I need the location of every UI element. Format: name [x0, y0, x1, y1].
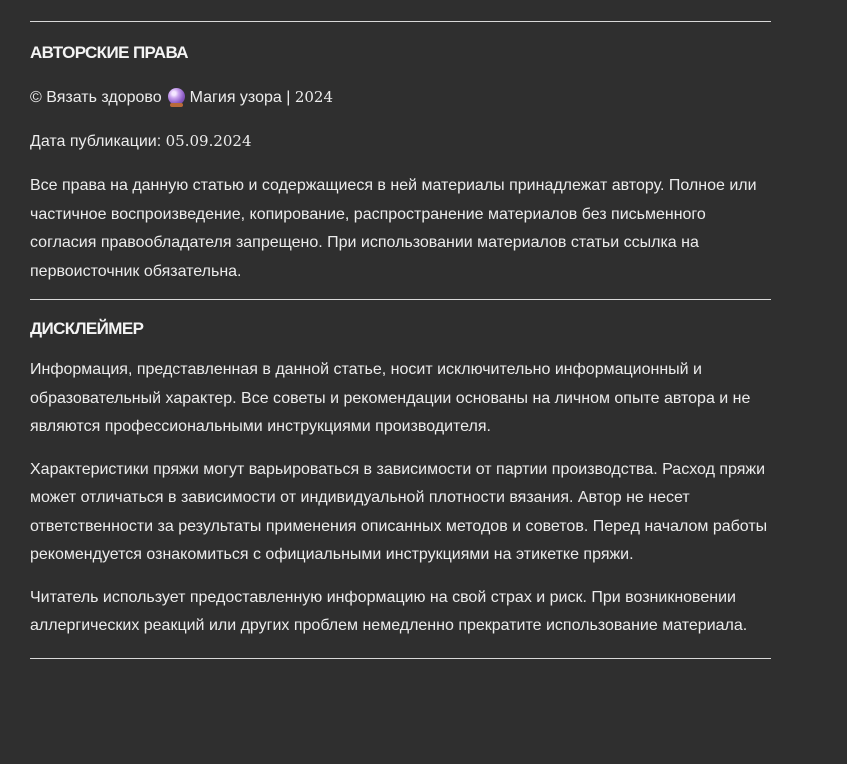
- crystal-ball-icon: [168, 88, 185, 105]
- brand-name: Магия узора: [189, 89, 282, 106]
- disclaimer-section: [30, 318, 771, 641]
- copyright-section: [30, 42, 771, 286]
- disclaimer-paragraph: Читатель использует предоставленную информацию на свой страх и риск. При возникновении аллергических реакций или других проблем немедленно прекратите использование материала.: [30, 588, 748, 634]
- disclaimer-paragraph: Характеристики пряжи могут варьироваться в зависимости от партии производства. Расход пряжи может отличаться в зависимости от индивидуальной плотности вязания. Автор не несет ответственности за результаты применения описанных методов и советов. Перед началом работы рекомендуется ознакомиться с официальными инструкциями на этикетке пряжи.: [30, 460, 768, 563]
- copyright-year: 2024: [294, 88, 334, 106]
- rights-paragraph: Все права на данную статью и содержащиеся в ней материалы принадлежат автору. Полное или частичное воспроизведение, копирование, распространение материалов без письменного согласия правообладателя запрещено. При использовании материалов статьи ссылка на первоисточник обязательна.: [30, 177, 757, 280]
- publication-date-value: 05.09.2024: [165, 132, 252, 150]
- copyright-heading: АВТОРСКИЕ ПРАВА: [30, 43, 188, 62]
- copyright-symbol: ©: [30, 89, 42, 106]
- publication-date-line: [30, 127, 771, 156]
- publication-date-label: Дата публикации:: [30, 133, 162, 150]
- article-footer: [30, 0, 771, 659]
- divider-top: [30, 21, 771, 22]
- divider-middle: [30, 299, 771, 300]
- disclaimer-paragraph: Информация, представленная в данной статье, носит исключительно информационный и образовательный характер. Все советы и рекомендации основаны на личном опыте автора и не являются профессиональными инструкциями производителя.: [30, 361, 751, 435]
- divider-bottom: [30, 658, 771, 659]
- separator: |: [286, 89, 291, 106]
- copyright-owner-line: [30, 83, 771, 112]
- site-name: Вязать здорово: [46, 89, 162, 106]
- disclaimer-heading: ДИСКЛЕЙМЕР: [30, 319, 144, 338]
